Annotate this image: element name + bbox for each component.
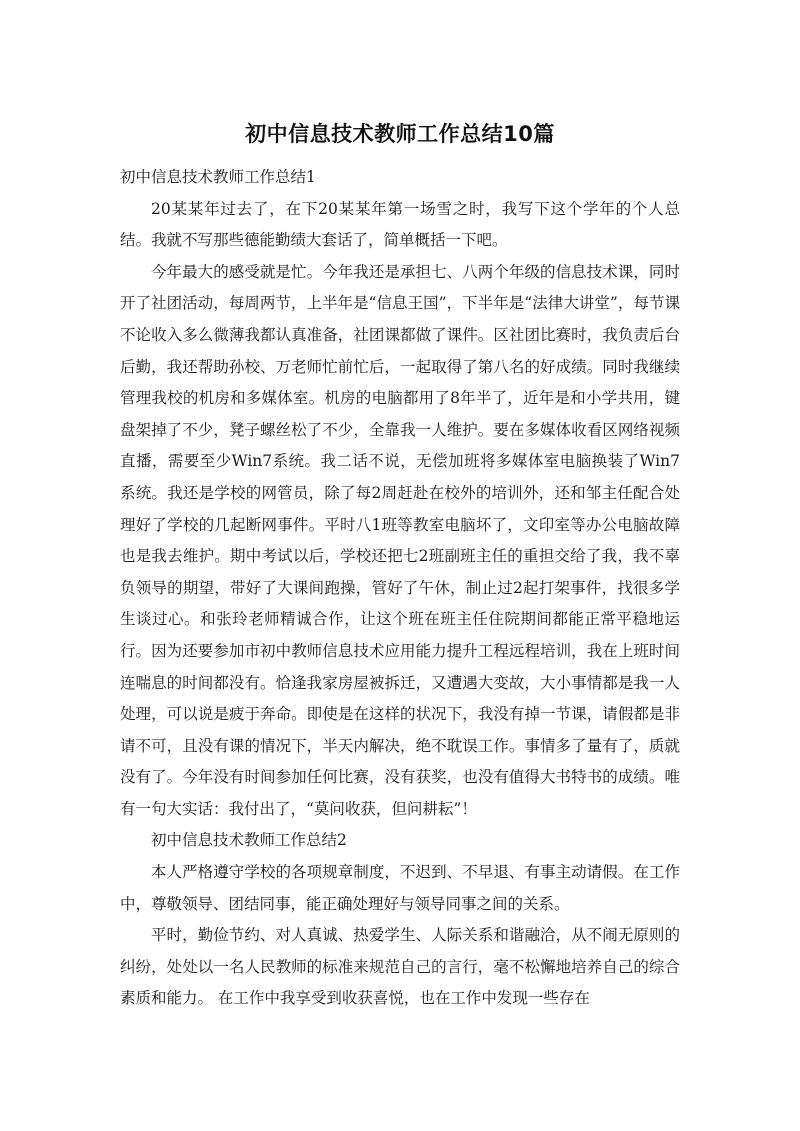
document-body — [120, 162, 680, 1015]
paragraph-intro: 20某某年过去了，在下20某某年第一场雪之时，我写下这个学年的个人总结。我就不写那些德能勤绩大套话了，简单概括一下吧。 — [120, 199, 680, 250]
paragraph-rules: 本人严格遵守学校的各项规章制度，不迟到、不早退、有事主动请假。在工作中，尊敬领导、团结同事，能正确处理好与领导同事之间的关系。 — [120, 863, 680, 913]
document-title: 初中信息技术教师工作总结10篇 — [245, 122, 555, 146]
paragraph-busy-year: 今年最大的感受就是忙。今年我还是承担七、八两个年级的信息技术课，同时开了社团活动，每周两节，上半年是“信息王国”，下半年是“法律大讲堂”，每节课不论收入多么微薄我都认真准备，社团课都做了课件。区社团比赛时，我负责后台后勤，我还帮助孙校、万老师忙前忙后，一起取得了第八名的好成绩。同时我继续管理我校的机房和多媒体室。机房的电脑都用了8年半了，近年是和小学共用，键盘架掉了不少，凳子螺丝松了不少，全靠我一人维护。要在多媒体收看区网络视频直播，需要至少Win7系统。我二话不说，无偿加班将多媒体室电脑换装了Win7系统。我还是学校的网管员，除了每2周赶赴在校外的培训外，还和邹主任配合处理好了学校的几起断网事件。平时八1班等教室电脑坏了，文印室等办公电脑故障也是我去维护。期中考试以后，学校还把七2班副班主任的重担交给了我，我不辜负领导的期望，带好了大课间跑操，管好了午休，制止过2起打架事件，找很多学生谈过心。和张玲老师精诚合作，让这个班在班主任住院期间都能正常平稳地运行。因为还要参加市初中教师信息技术应用能力提升工程远程培训，我在上班时间连喘息的时间都没有。恰逢我家房屋被拆迁，又遭遇大变故，大小事情都是我一人处理，可以说是疲于奔命。即使是在这样的状况下，我没有掉一节课，请假都是非请不可，且没有课的情况下，半天内解决，绝不耽误工作。事情多了量有了，质就没有了。今年没有时间参加任何比赛，没有获奖，也没有值得大书特书的成绩。唯有一句大实话：我付出了，“莫问收获，但问耕耘”！ — [120, 262, 680, 818]
section-heading-2: 初中信息技术教师工作总结2 — [151, 831, 347, 850]
section-heading-1: 初中信息技术教师工作总结1 — [120, 168, 316, 186]
paragraph-daily-conduct: 平时，勤俭节约、对人真诚、热爱学生、人际关系和谐融洽，从不闹无原则的纠纷，处处以一名人民教师的标准来规范自己的言行，毫不松懈地培养自己的综合素质和能力。 在工作中我享受到收获喜悦，也在工作中发现一些存在 — [120, 926, 680, 1008]
